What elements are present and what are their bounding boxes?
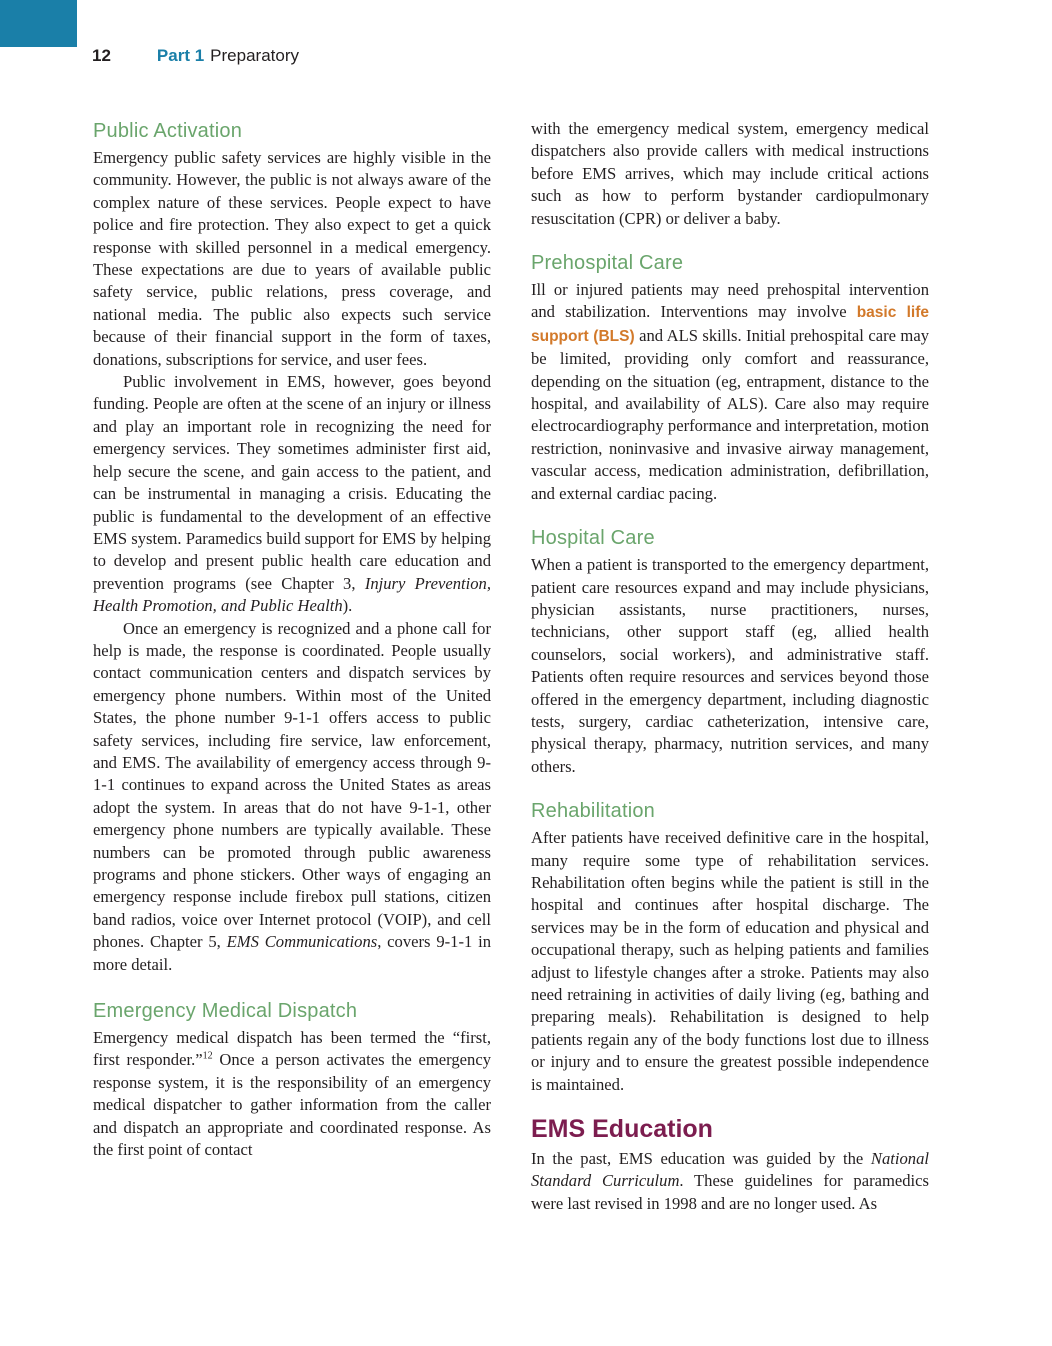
rehabilitation-paragraph: After patients have received definitive care in the hospital, many require some type of rehabilitation services. Rehabilitation often begins while the patient is still in the hospital and continues after hospital discharge. The services may be in the form of education and physical and occupational therapy, such as helping patients and families adjust to lifestyle changes after a stroke. Patients may also need retraining in activities of daily living (eg, bathing and preparing meals). Rehabilitation is designed to help patients regain any of the body functions lost due to illness or injury and to ensure the greatest possible independence is maintained. xyxy=(531,828,929,1094)
key-term-bls: basic life support (BLS) xyxy=(531,304,929,345)
hospital-care-paragraph: When a patient is transported to the emergency department, patient care resources expand and may include physicians, physician assistants, nurse practitioners, nurses, technicians, other support staff (eg, allied health counselors, social workers), and administrative staff. Patients often require resources and services beyond those offered in the emergency department, including diagnostic tests, surgery, cardiac catheterization, intensive care, physical therapy, pharmacy, nutrition services, and many others. xyxy=(531,555,929,776)
part-label: Part 1 xyxy=(156,46,205,65)
prehospital-care-paragraph: Ill or injured patients may need prehospital intervention and stabilization. Interventions may involve basic life support (BLS) and ALS skills. Initial prehospital care may be limited, providing only comfort and reassurance, depending on the situation (eg, entrapment, distance to the hospital, and availability of ALS). Care also may require electrocardiography performance and interpretation, motion restriction, noninvasive and invasive airway management, vascular access, medication administration, defibrillation, and external cardiac pacing. xyxy=(531,280,929,503)
public-activation-paragraph-1: Emergency public safety services are highly visible in the community. However, the public is not always aware of the complex nature of these services. People expect to have police and fire protection. They also expect to get a quick response with skilled personnel in a medical emergency. These expectations are due to years of available public safety service, public relations, press coverage, and national media. The public also expects such service because of their financial support in the form of taxes, donations, subscriptions for service, and user fees. xyxy=(93,148,491,369)
ems-education-paragraph: In the past, EMS education was guided by the National Standard Curriculum. These guidelines for paramedics were last revised in 1998 and are no longer used. As xyxy=(531,1149,929,1213)
emergency-medical-dispatch-paragraph: Emergency medical dispatch has been termed the “first, first responder.”$^{12}$ Once a person activates the emergency response system, it is the responsibility of an emergency medical dispatcher to gather information from the caller and dispatch an appropriate and coordinated response. As the first point of contact xyxy=(93,1028,491,1160)
public-activation-paragraph-2: Public involvement in EMS, however, goes beyond funding. People are often at the scene of an injury or illness and play an important role in recognizing the need for emergency services. They sometimes administer first aid, help secure the scene, and gain access to the patient, and can be instrumental in managing a crisis. Educating the public is fundamental to the development of an effective EMS system. Paramedics build support for EMS by helping to develop and present public health care education and prevention programs (see Chapter 3, Injury Prevention, Health Promotion, and Public Health). xyxy=(93,372,491,616)
prehospital-care-heading: Prehospital Care xyxy=(531,252,684,275)
corner-color-block xyxy=(0,0,77,47)
hospital-care-heading: Hospital Care xyxy=(531,527,655,550)
left-column xyxy=(93,118,491,1161)
public-activation-paragraph-3: Once an emergency is recognized and a phone call for help is made, the response is coordinated. People usually contact communication centers and dispatch services by emergency phone numbers. Within most of the United States, the phone number 9-1-1 offers access to public safety services, including fire service, law enforcement, and EMS. The availability of emergency access through 9-1-1 continues to expand across the United States as areas adopt the system. In areas that do not have 9-1-1, other emergency phone numbers are typically available. These numbers can be promoted through public awareness programs and phone stickers. Other ways of engaging an emergency response include firebox pull stations, citizen band radios, voice over Internet protocol (VOIP), and cell phones. Chapter 5, EMS Communications, covers 9-1-1 in more detail. xyxy=(93,618,492,974)
rehabilitation-heading: Rehabilitation xyxy=(531,800,655,823)
footnote-reference: 12 xyxy=(202,1050,213,1062)
part-title: Preparatory xyxy=(210,46,299,65)
dispatch-continued-paragraph: with the emergency medical system, emergency medical dispatchers also provide callers with medical instructions before EMS arrives, which may include critical actions such as how to perform bystander cardiopulmonary resuscitation (CPR) or deliver a baby. xyxy=(531,119,929,228)
right-column xyxy=(531,118,929,1215)
emergency-medical-dispatch-heading: Emergency Medical Dispatch xyxy=(93,1000,358,1023)
ems-education-heading: EMS Education xyxy=(531,1115,713,1144)
page-number: 12 xyxy=(92,46,111,65)
running-head xyxy=(92,46,299,66)
public-activation-heading: Public Activation xyxy=(93,120,243,142)
